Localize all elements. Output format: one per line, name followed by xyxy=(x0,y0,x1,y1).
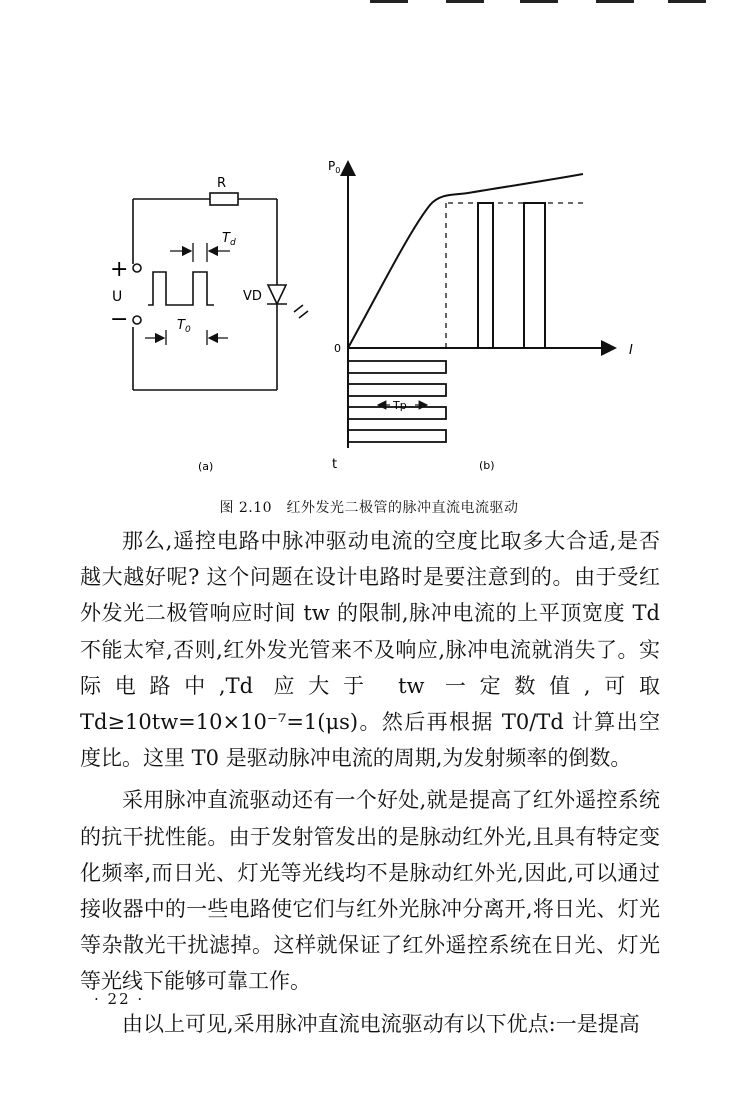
page-number: · 22 · xyxy=(94,990,145,1008)
paragraph: 那么,遥控电路中脉冲驱动电流的空度比取多大合适,是否越大越好呢? 这个问题在设计电路时是要注意到的。由于受红外发光二极管响应时间 tw 的限制,脉冲电流的上平顶宽度 Td 不能太窄,否则,红外发光管来不及响应,脉冲电流就消失了。实际电路中,Td 应大于 tw 一定数值,可取 Td≥10tw=10×10⁻⁷=1(μs)。然后再根据 T0/Td 计算出空度比。这里 T0 是驱动脉冲电流的周期,为发射频率的倒数。 xyxy=(80,529,660,771)
diode-label: VD xyxy=(243,289,262,304)
circuit-diagram xyxy=(133,193,308,390)
sublabel-a: (a) xyxy=(198,460,214,473)
x-axis-label: I xyxy=(629,343,633,358)
origin-label: 0 xyxy=(334,342,341,355)
figure-2-10 xyxy=(0,0,738,500)
characteristic-graph xyxy=(348,162,615,448)
plus-terminal xyxy=(133,264,141,272)
td-label: $T_d$ xyxy=(222,231,236,248)
t0-label: $T_0$ xyxy=(177,318,191,335)
voltage-label: U xyxy=(112,289,123,305)
body-text xyxy=(80,523,660,1048)
figure-caption: 图 2.10 红外发光二极管的脉冲直流电流驱动 xyxy=(219,500,519,516)
minus-terminal xyxy=(133,316,141,324)
paragraph: 采用脉冲直流驱动还有一个好处,就是提高了红外遥控系统的抗干扰性能。由于发射管发出的是脉动红外光,且具有特定变化频率,而日光、灯光等光线均不是脉动红外光,因此,可以通过接收器中的一些电路使它们与红外光脉冲分离开,将日光、灯光等杂散光干扰滤掉。这样就保证了红外遥控系统在日光、灯光等光线下能够可靠工作。 xyxy=(80,788,660,994)
resistor-label: R xyxy=(217,176,227,191)
plus-label: + xyxy=(110,257,129,282)
resistor-symbol xyxy=(210,193,238,205)
td-dimension xyxy=(170,243,230,262)
input-pulse xyxy=(348,384,446,396)
input-pulse xyxy=(348,430,446,442)
tp-label: Tp xyxy=(393,399,407,412)
sublabel-b: (b) xyxy=(479,459,495,472)
power-current-curve xyxy=(348,174,583,348)
y-axis-label: $P_0$ xyxy=(328,159,341,175)
paragraph: 由以上可见,采用脉冲直流电流驱动有以下优点:一是提高 xyxy=(122,1011,640,1036)
diode-symbol xyxy=(268,285,286,304)
minus-label: − xyxy=(110,307,129,332)
pulse-waveform xyxy=(148,272,214,305)
t-axis-label: t xyxy=(332,457,338,472)
input-pulse xyxy=(348,361,446,373)
output-pulses xyxy=(478,203,493,348)
